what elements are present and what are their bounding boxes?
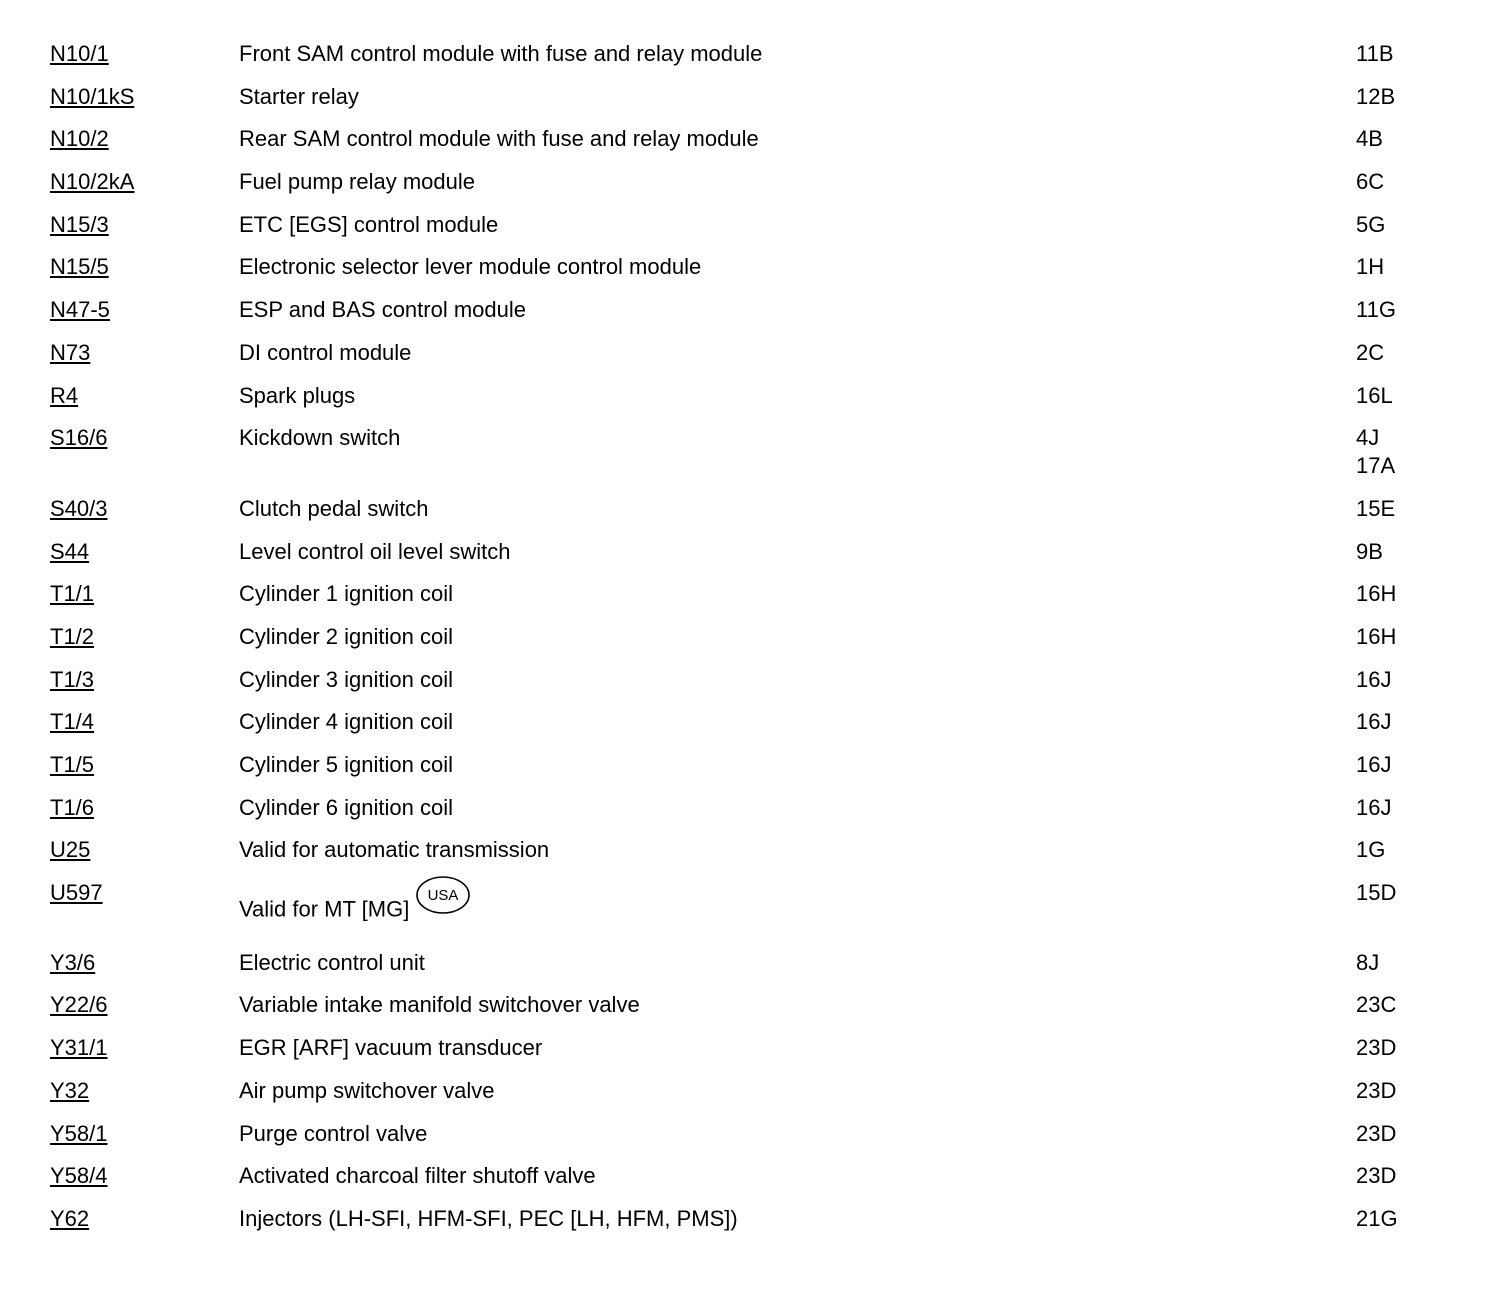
component-location bbox=[1356, 991, 1470, 1019]
component-description-text: ETC [EGS] control module bbox=[239, 211, 499, 237]
component-description-text: Cylinder 5 ignition coil bbox=[239, 752, 453, 777]
component-code-link[interactable]: T1/5 bbox=[50, 752, 95, 777]
component-code-link[interactable]: N10/2 bbox=[50, 126, 109, 152]
component-description-text: Activated charcoal filter shutoff valve bbox=[239, 1163, 596, 1189]
component-code-link[interactable]: N15/5 bbox=[50, 254, 109, 280]
component-code-link[interactable]: T1/4 bbox=[50, 709, 95, 735]
location-ref: 16J bbox=[1356, 794, 1392, 820]
legend-row bbox=[50, 211, 1470, 239]
component-description bbox=[239, 1077, 1356, 1105]
component-description-text: DI control module bbox=[239, 339, 412, 365]
legend-row bbox=[50, 538, 1470, 566]
component-description bbox=[239, 296, 1356, 324]
component-code-link[interactable]: N10/2kA bbox=[50, 169, 135, 195]
component-location bbox=[1356, 623, 1470, 651]
component-location bbox=[1356, 708, 1470, 736]
component-location bbox=[1356, 1120, 1470, 1148]
component-location bbox=[1356, 253, 1470, 281]
component-description-text: Cylinder 4 ignition coil bbox=[239, 709, 453, 735]
location-ref: 4J bbox=[1356, 425, 1380, 451]
component-description bbox=[239, 125, 1356, 153]
location-ref: 5G bbox=[1356, 211, 1386, 237]
component-code-link[interactable]: Y3/6 bbox=[50, 949, 96, 975]
location-ref: 1H bbox=[1356, 254, 1385, 280]
component-description-text: EGR [ARF] vacuum transducer bbox=[239, 1035, 543, 1061]
component-description-text: ESP and BAS control module bbox=[239, 297, 526, 323]
component-location bbox=[1356, 1077, 1470, 1105]
component-description bbox=[239, 1034, 1356, 1062]
legend-row bbox=[50, 836, 1470, 864]
component-description bbox=[239, 253, 1356, 281]
component-location bbox=[1356, 296, 1470, 324]
legend-row bbox=[50, 83, 1470, 111]
component-code-link[interactable]: S16/6 bbox=[50, 425, 108, 451]
legend-row bbox=[50, 495, 1470, 523]
component-location bbox=[1356, 83, 1470, 111]
component-description-text: Level control oil level switch bbox=[239, 538, 511, 564]
component-location bbox=[1356, 125, 1470, 153]
legend-row bbox=[50, 708, 1470, 736]
component-description-text: Fuel pump relay module bbox=[239, 169, 476, 195]
component-description-text: Cylinder 6 ignition coil bbox=[239, 794, 453, 820]
component-code-link[interactable]: T1/1 bbox=[50, 581, 95, 607]
component-description bbox=[239, 666, 1356, 694]
component-description bbox=[239, 836, 1356, 864]
component-location bbox=[1356, 580, 1470, 608]
location-ref: 2C bbox=[1356, 339, 1385, 365]
legend-row bbox=[50, 1077, 1470, 1105]
location-ref: 23D bbox=[1356, 1035, 1397, 1061]
component-code-link[interactable]: Y32 bbox=[50, 1077, 90, 1103]
component-description bbox=[239, 879, 1356, 934]
location-ref: 6C bbox=[1356, 169, 1385, 195]
component-description bbox=[239, 949, 1356, 977]
legend-row bbox=[50, 296, 1470, 324]
component-code-link[interactable]: Y58/1 bbox=[50, 1120, 108, 1146]
component-location bbox=[1356, 339, 1470, 367]
component-description bbox=[239, 1205, 1356, 1233]
component-description-text: Cylinder 1 ignition coil bbox=[239, 581, 453, 607]
location-ref: 16J bbox=[1356, 666, 1392, 692]
component-location bbox=[1356, 538, 1470, 566]
legend-row bbox=[50, 382, 1470, 410]
location-ref: 16H bbox=[1356, 581, 1397, 607]
legend-row bbox=[50, 949, 1470, 977]
legend-row bbox=[50, 1034, 1470, 1062]
legend-row bbox=[50, 424, 1470, 480]
component-location bbox=[1356, 949, 1470, 977]
component-description bbox=[239, 538, 1356, 566]
component-code-link[interactable]: T1/3 bbox=[50, 666, 95, 692]
component-description bbox=[239, 83, 1356, 111]
component-code-link[interactable]: N47-5 bbox=[50, 297, 110, 323]
component-description-text: Front SAM control module with fuse and relay module bbox=[239, 41, 763, 66]
component-location bbox=[1356, 794, 1470, 822]
component-location bbox=[1356, 211, 1470, 239]
legend-row bbox=[50, 580, 1470, 608]
component-code-link[interactable]: R4 bbox=[50, 382, 79, 408]
component-description-text: Rear SAM control module with fuse and relay module bbox=[239, 126, 759, 152]
component-description bbox=[239, 794, 1356, 822]
component-description bbox=[239, 991, 1356, 1019]
location-ref: 23D bbox=[1356, 1120, 1397, 1146]
component-location bbox=[1356, 836, 1470, 864]
legend-row bbox=[50, 991, 1470, 1019]
legend-row bbox=[50, 751, 1470, 779]
legend-row bbox=[50, 1120, 1470, 1148]
component-description-text: Electronic selector lever module control module bbox=[239, 254, 702, 280]
legend-row bbox=[50, 40, 1470, 68]
component-location bbox=[1356, 879, 1470, 907]
location-ref: 21G bbox=[1356, 1205, 1398, 1231]
location-ref: 23D bbox=[1356, 1163, 1397, 1189]
component-description-text: Cylinder 2 ignition coil bbox=[239, 623, 453, 649]
component-description-text: Starter relay bbox=[239, 83, 359, 109]
location-ref: 11G bbox=[1356, 297, 1396, 323]
component-description bbox=[239, 708, 1356, 736]
component-code-link[interactable]: N10/1kS bbox=[50, 83, 135, 109]
component-code-link[interactable]: N73 bbox=[50, 339, 91, 365]
component-description-text: Clutch pedal switch bbox=[239, 495, 429, 521]
location-ref: 15E bbox=[1356, 495, 1396, 521]
location-ref: 9B bbox=[1356, 538, 1383, 564]
legend-row bbox=[50, 666, 1470, 694]
component-description bbox=[239, 339, 1356, 367]
component-description bbox=[239, 495, 1356, 523]
location-ref: 16H bbox=[1356, 623, 1397, 649]
component-location bbox=[1356, 751, 1470, 779]
component-description bbox=[239, 382, 1356, 410]
component-description bbox=[239, 1120, 1356, 1148]
legend-row bbox=[50, 879, 1470, 934]
usa-badge-icon bbox=[415, 875, 471, 922]
location-ref: 16J bbox=[1356, 709, 1392, 735]
component-code-link[interactable]: Y58/4 bbox=[50, 1163, 108, 1189]
location-ref: 23D bbox=[1356, 1077, 1397, 1103]
component-location bbox=[1356, 1034, 1470, 1062]
component-description bbox=[239, 1162, 1356, 1190]
component-code-link[interactable]: N15/3 bbox=[50, 211, 109, 237]
component-location bbox=[1356, 1162, 1470, 1190]
component-description-text: Cylinder 3 ignition coil bbox=[239, 666, 453, 692]
component-location bbox=[1356, 168, 1470, 196]
legend-row bbox=[50, 168, 1470, 196]
legend-row bbox=[50, 1205, 1470, 1233]
component-description-text: Valid for automatic transmission bbox=[239, 837, 550, 863]
component-code-link[interactable]: T1/2 bbox=[50, 623, 95, 649]
component-code-link[interactable]: T1/6 bbox=[50, 794, 95, 820]
legend-row bbox=[50, 125, 1470, 153]
component-code-link[interactable]: S44 bbox=[50, 538, 90, 564]
component-description-text: Air pump switchover valve bbox=[239, 1077, 495, 1103]
component-description bbox=[239, 424, 1356, 452]
location-ref: 16J bbox=[1356, 752, 1392, 777]
component-code-link[interactable]: U25 bbox=[50, 837, 91, 863]
component-location bbox=[1356, 424, 1470, 480]
legend-row bbox=[50, 794, 1470, 822]
legend-row bbox=[50, 253, 1470, 281]
component-description-text: Injectors (LH-SFI, HFM-SFI, PEC [LH, HFM, PMS]) bbox=[239, 1205, 738, 1231]
location-ref: 1G bbox=[1356, 837, 1386, 863]
legend-row bbox=[50, 623, 1470, 651]
component-description bbox=[239, 168, 1356, 196]
location-ref: 23C bbox=[1356, 992, 1397, 1018]
component-code-link[interactable]: Y22/6 bbox=[50, 992, 108, 1018]
component-code-link[interactable]: U597 bbox=[50, 880, 103, 906]
usa-badge-label: USA bbox=[427, 887, 459, 905]
location-ref: 8J bbox=[1356, 949, 1380, 975]
component-description-text: Electric control unit bbox=[239, 949, 425, 975]
component-description-text: Spark plugs bbox=[239, 382, 356, 408]
location-ref: 12B bbox=[1356, 83, 1396, 109]
legend-row bbox=[50, 1162, 1470, 1190]
location-ref: 15D bbox=[1356, 880, 1397, 906]
component-code-link[interactable]: Y62 bbox=[50, 1205, 90, 1231]
component-location bbox=[1356, 1205, 1470, 1233]
location-ref: 4B bbox=[1356, 126, 1383, 152]
component-location bbox=[1356, 40, 1470, 68]
component-code-link[interactable]: N10/1 bbox=[50, 41, 109, 66]
component-description-text: Kickdown switch bbox=[239, 425, 401, 451]
component-description bbox=[239, 40, 1356, 68]
component-description-text: Variable intake manifold switchover valve bbox=[239, 992, 640, 1018]
component-description bbox=[239, 751, 1356, 779]
location-ref: 16L bbox=[1356, 382, 1393, 408]
component-location bbox=[1356, 495, 1470, 523]
component-location bbox=[1356, 666, 1470, 694]
component-description bbox=[239, 580, 1356, 608]
location-ref: 17A bbox=[1356, 453, 1396, 479]
location-ref: 11B bbox=[1356, 41, 1394, 66]
component-location bbox=[1356, 382, 1470, 410]
component-description-text: Purge control valve bbox=[239, 1120, 428, 1146]
component-description-text: Valid for MT [MG] bbox=[239, 896, 410, 922]
legend-row bbox=[50, 339, 1470, 367]
component-legend-list bbox=[50, 40, 1470, 1248]
component-code-link[interactable]: Y31/1 bbox=[50, 1035, 108, 1061]
component-description bbox=[239, 623, 1356, 651]
component-code-link[interactable]: S40/3 bbox=[50, 495, 108, 521]
component-description bbox=[239, 211, 1356, 239]
